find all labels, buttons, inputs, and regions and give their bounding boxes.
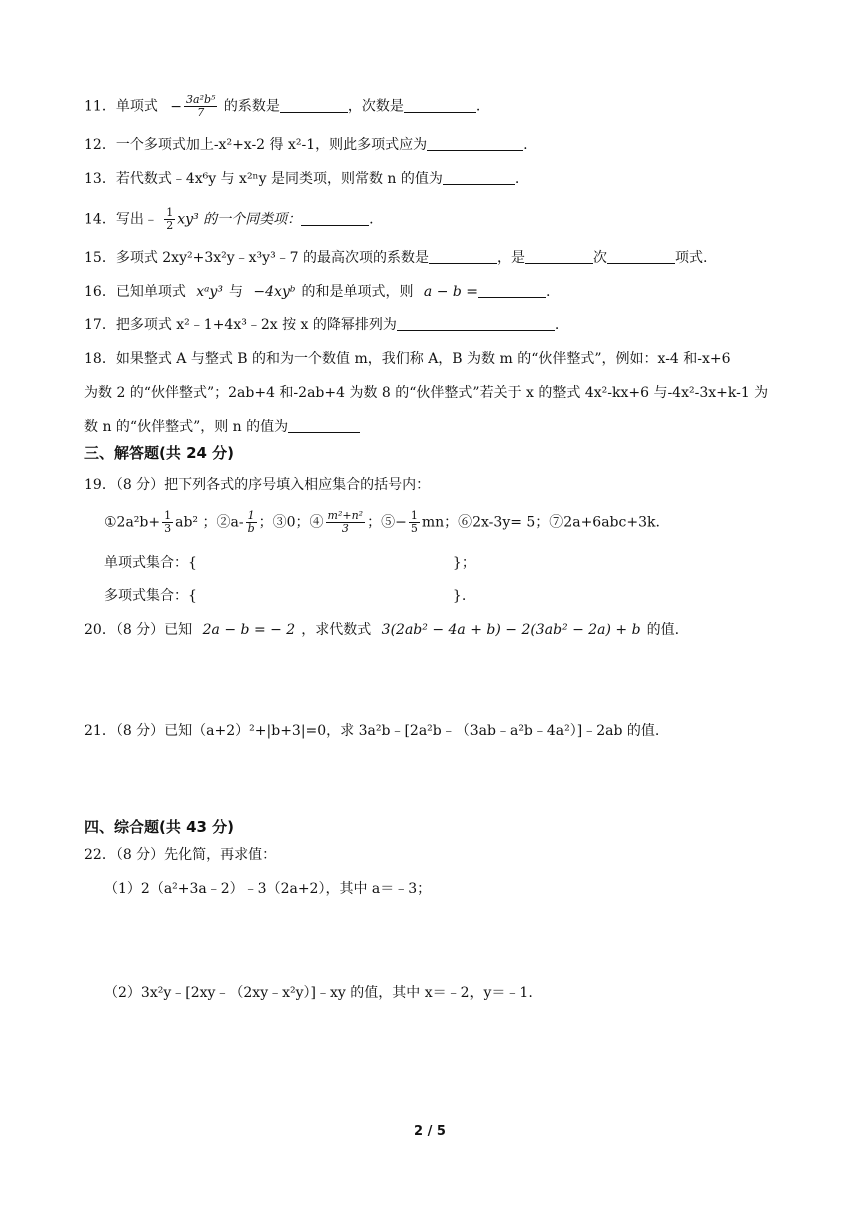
answer-blank[interactable] (607, 249, 675, 264)
answer-blank[interactable] (525, 249, 593, 264)
fraction: $\frac{\text{m²+n²}}{3}$ (327, 509, 364, 535)
question-17: 17．把多项式 x²﹣1+4x³﹣2x 按 x 的降幂排列为 . (84, 317, 560, 333)
section-heading: 四、综合题(共 43 分) (84, 818, 235, 836)
question-22: 22．（8 分）先化简，再求值： (84, 847, 277, 863)
question-19: 19．（8 分）把下列各式的序号填入相应集合的括号内： (84, 477, 431, 493)
question-16: 16．已知单项式 xᵃy³ 与 −4xyᵇ 的和是单项式，则 a − b = . (84, 284, 551, 300)
question-18-line-2: 为数 2 的“伙伴整式”；2ab+4 和-2ab+4 为数 8 的“伙伴整式”若关于 x 的整式 4x²-kx+6 与-4x²-3x+k-1 为 (84, 385, 769, 401)
question-12: 12．一个多项式加上-x²+x-2 得 x²-1，则此多项式应为 . (84, 137, 528, 153)
answer-blank[interactable] (443, 170, 515, 185)
fraction: $\frac{1}{3}$ (164, 509, 172, 535)
answer-blank[interactable] (301, 211, 369, 226)
answer-blank[interactable] (280, 98, 348, 113)
question-21: 21．（8 分）已知（a+2）²+|b+3|=0，求 3a²b﹣[2a²b﹣（3ab﹣a²b﹣4a²）]﹣2ab 的值. (84, 723, 660, 739)
question-14: 14．写出﹣ $\frac{1}{2}$ xy³ 的一个同类项： . (84, 206, 374, 232)
page-number: 2 / 5 (414, 1124, 446, 1139)
polynomial-set: 多项式集合：{ }. (104, 588, 467, 604)
fraction: $\frac{1}{5}$ (410, 509, 418, 535)
question-22-part-1: （1）2（a²+3a﹣2）﹣3（2a+2），其中 a＝﹣3； (104, 881, 432, 897)
answer-blank[interactable] (427, 136, 523, 151)
fraction: $\frac{\text{3a²b⁵}}{7}$ (186, 93, 216, 119)
fraction: $\frac{1}{2}$ (166, 206, 174, 232)
answer-blank[interactable] (429, 249, 497, 264)
expression-list: ①2a²b+ $\frac{1}{3}$ ab² ；②a- $\frac{1}{b}$ ；③0；④ $\frac{\text{m²+n²}}{3}$ ；⑤− $\frac{1}{5}$ mn；⑥2x-3y= 5；⑦2a+6abc+3k. (104, 509, 660, 535)
answer-blank[interactable] (478, 283, 546, 298)
monomial-set: 单项式集合：{ }； (104, 555, 476, 571)
answer-blank[interactable] (288, 418, 360, 433)
question-22-part-2: （2）3x²y﹣[2xy﹣（2xy﹣x²y）]﹣xy 的值，其中 x＝﹣2，y＝﹣1. (104, 985, 533, 1001)
answer-blank[interactable] (404, 98, 476, 113)
question-20: 20．（8 分）已知 2a − b = − 2 ，求代数式 3(2ab² − 4a + b) − 2(3ab² − 2a) + b 的值. (84, 622, 680, 638)
question-13: 13．若代数式﹣4x⁶y 与 x²ⁿy 是同类项，则常数 n 的值为 . (84, 171, 520, 187)
answer-blank[interactable] (397, 316, 555, 331)
question-18-line-3: 数 n 的“伙伴整式”，则 n 的值为 (84, 417, 360, 437)
section-heading: 三、解答题(共 24 分) (84, 444, 235, 462)
question-15: 15．多项式 2xy²+3x²y﹣x³y³﹣7 的最高次项的系数是 ，是 次 项式. (84, 250, 708, 266)
question-18-line-1: 18．如果整式 A 与整式 B 的和为一个数值 m，我们称 A，B 为数 m 的“伙伴整式”，例如：x-4 和-x+6 (84, 351, 731, 367)
question-11: 11．单项式 − $\frac{\text{3a²b⁵}}{7}$ 的系数是 ，次数是 . (84, 93, 481, 119)
fraction: $\frac{1}{b}$ (247, 509, 255, 535)
